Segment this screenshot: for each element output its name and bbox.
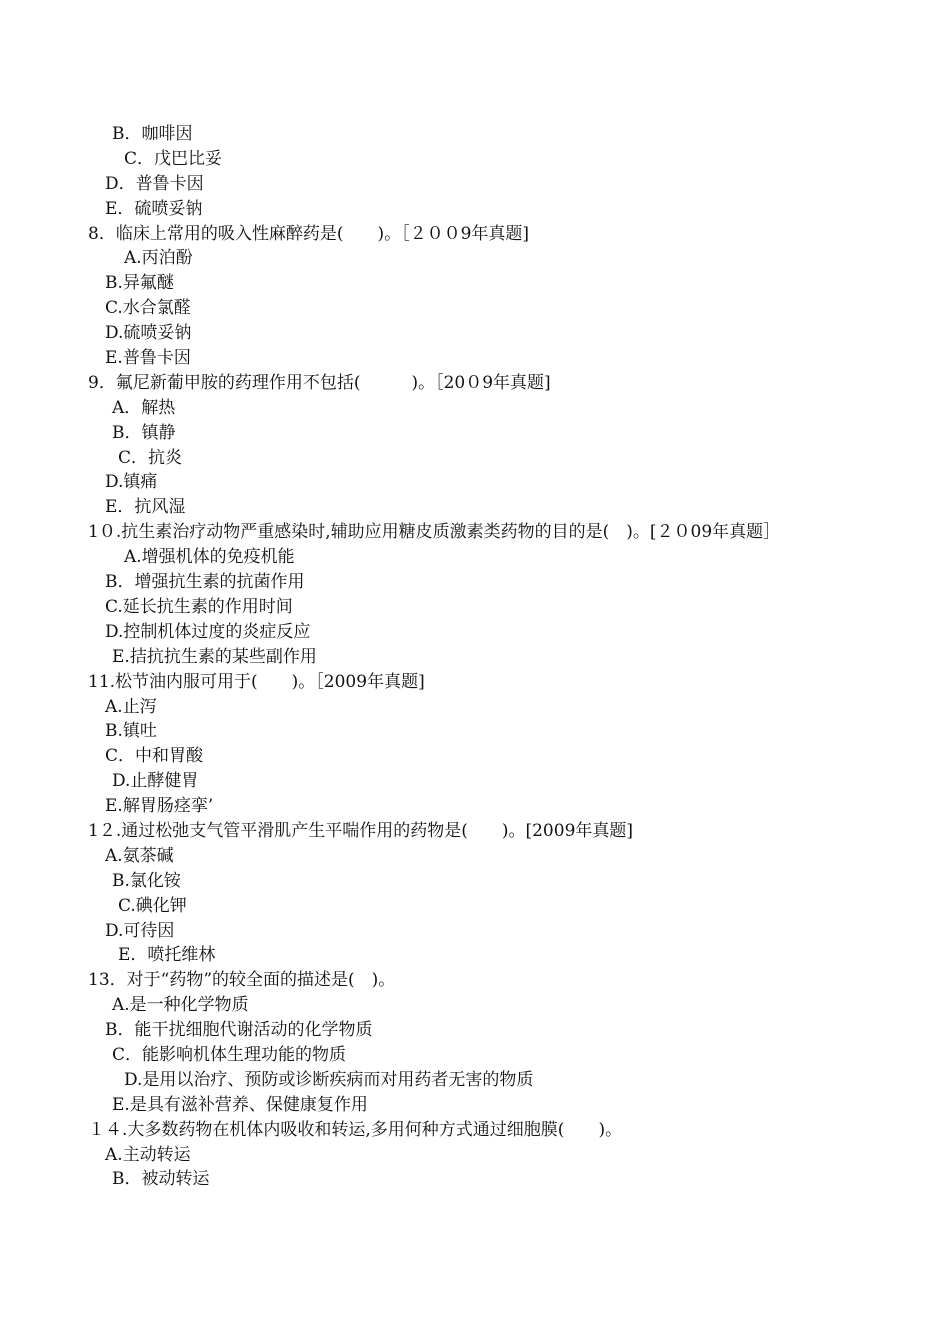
option-b-antiemetic: B.镇吐: [105, 721, 157, 742]
option-e-thiopental: E．硫喷妥钠: [105, 198, 203, 219]
option-b-isoflurane: B.异氟醚: [105, 273, 174, 294]
option-c-duration: C.延长抗生素的作用时间: [105, 596, 293, 617]
option-c-antacid: C．中和胃酸: [105, 746, 204, 767]
option-a-aminophylline: A.氨茶碱: [105, 845, 174, 866]
option-d-codeine: D.可待因: [105, 920, 175, 941]
option-a-antidiarrheal: A.止泻: [105, 696, 157, 717]
option-d-treatment: D.是用以治疗、预防或诊断疾病而对用药者无害的物质: [124, 1069, 534, 1090]
option-b-passive-transport: B．被动转运: [112, 1169, 210, 1190]
option-a-active-transport: A.主动转运: [105, 1144, 191, 1165]
question-10: 1０.抗生素治疗动物严重感染时,辅助应用糖皮质激素类药物的目的是( )。[２０09年真题］: [88, 522, 781, 543]
question-8: 8．临床上常用的吸入性麻醉药是( )。［２００9年真题]: [88, 223, 530, 244]
document-page: [0, 122, 950, 1192]
option-e-pentoxyverine: E．喷托维林: [118, 945, 216, 966]
option-a-chemical: A.是一种化学物质: [112, 995, 249, 1016]
question-12: 1２.通过松弛支气管平滑肌产生平喘作用的药物是( )。[2009年真题]: [88, 820, 634, 841]
option-c-anti-inflammatory: C．抗炎: [118, 447, 183, 468]
option-d-stomachic: D.止酵健胃: [112, 771, 199, 792]
option-b-caffeine: B．咖啡因: [112, 124, 193, 144]
option-e-procaine: E.普鲁卡因: [105, 348, 191, 369]
question-11: 11.松节油内服可用于( )。［2009年真题]: [88, 671, 425, 692]
question-9: 9．氟尼新葡甲胺的药理作用不包括( )。［20０9年真题]: [88, 372, 551, 393]
option-c-potassium-iodide: C.碘化钾: [118, 895, 187, 916]
option-e-antispasmodic: E.解胃肠痉挛’: [105, 796, 214, 817]
option-a-antipyretic: A．解热: [112, 397, 176, 418]
option-d-procaine: D．普鲁卡因: [105, 173, 204, 194]
option-b-antibacterial: B．增强抗生素的抗菌作用: [105, 572, 305, 593]
question-13: 13．对于“药物”的较全面的描述是( )。: [88, 970, 396, 991]
option-c-pentobarbital: C．戊巴比妥: [124, 148, 223, 169]
option-b-metabolism: B．能干扰细胞代谢活动的化学物质: [105, 1020, 373, 1041]
option-c-chloral-hydrate: C.水合氯醛: [105, 298, 191, 319]
option-d-analgesic: D.镇痛: [105, 472, 158, 493]
option-d-inflammation: D.控制机体过度的炎症反应: [105, 621, 311, 642]
question-14: １４.大多数药物在机体内吸收和转运,多用何种方式通过细胞膜( )。: [88, 1119, 623, 1140]
option-e-antirheumatic: E．抗风湿: [105, 497, 186, 518]
option-a-propofol: A.丙泊酚: [124, 248, 193, 269]
option-c-physiology: C．能影响机体生理功能的物质: [112, 1044, 347, 1065]
option-b-sedative: B．镇静: [112, 422, 176, 443]
option-b-ammonium-chloride: B.氯化铵: [112, 870, 181, 891]
option-d-thiopental: D.硫喷妥钠: [105, 323, 192, 344]
option-e-side-effects: E.拮抗抗生素的某些副作用: [112, 646, 317, 667]
option-e-nutrition: E.是具有滋补营养、保健康复作用: [112, 1094, 368, 1115]
option-a-immunity: A.增强机体的免疫机能: [124, 547, 295, 568]
